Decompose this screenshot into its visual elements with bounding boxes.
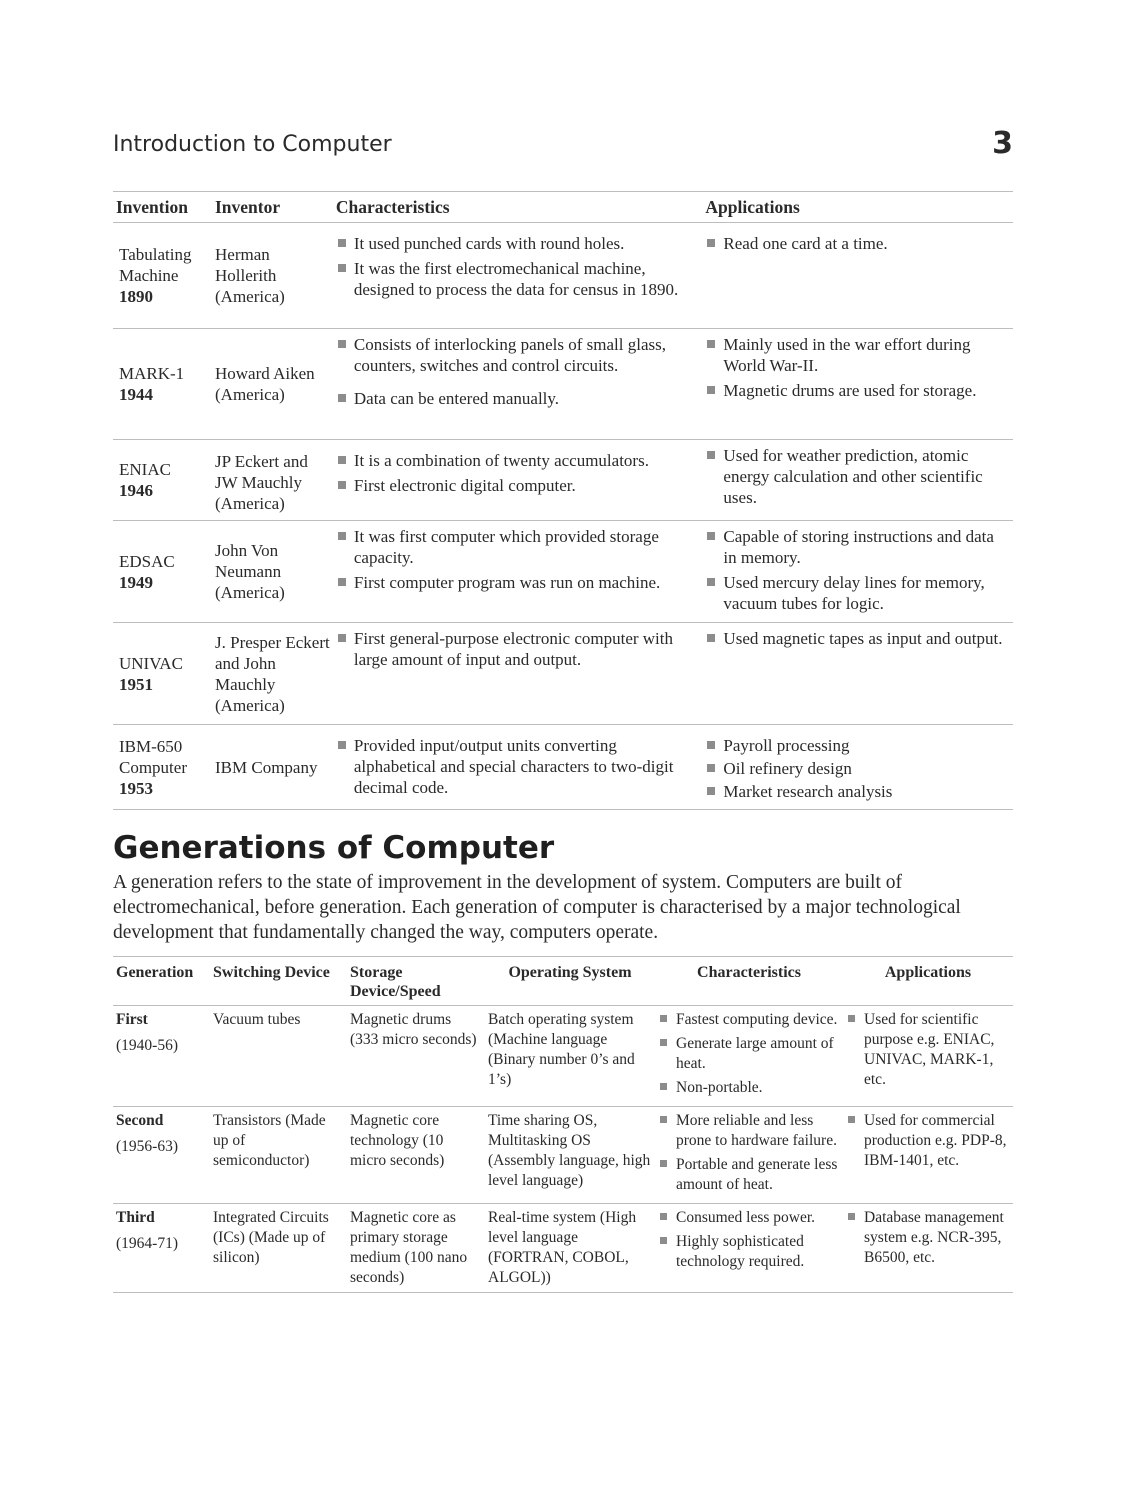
list-item: Consists of interlocking panels of small glass, counters, switches and control circuits. xyxy=(336,334,700,376)
applications-cell xyxy=(702,623,1013,725)
inventor-cell: Howard Aiken (America) xyxy=(215,364,315,404)
table-row xyxy=(113,1006,1013,1107)
column-header: Operating System xyxy=(485,957,655,1006)
table-row xyxy=(113,623,1013,725)
os-cell: Batch operating system (Machine language (Binary number 0’s and 1’s) xyxy=(488,1011,635,1088)
list-item: Used for weather prediction, atomic energy calculation and other scientific uses. xyxy=(705,445,1010,508)
list-item: Database management system e.g. NCR-395, B6500, etc. xyxy=(846,1208,1010,1268)
list-item: Magnetic drums are used for storage. xyxy=(705,380,1010,401)
list-item: Provided input/output units converting alphabetical and special characters to two-digit decimal code. xyxy=(336,735,700,798)
list-item: Used for scientific purpose e.g. ENIAC, UNIVAC, MARK-1, etc. xyxy=(846,1010,1010,1090)
list-item: Highly sophisticated technology required. xyxy=(658,1232,840,1272)
inventor-cell: J. Presper Eckert and John Mauchly (America) xyxy=(215,632,330,715)
storage-cell: Magnetic core as primary storage medium (100 nano seconds) xyxy=(350,1209,468,1286)
list-item: It used punched cards with round holes. xyxy=(336,233,700,254)
page-number: 3 xyxy=(992,126,1013,161)
column-header: Switching Device xyxy=(210,957,347,1006)
invention-name: UNIVAC xyxy=(119,653,183,673)
invention-name: ENIAC xyxy=(119,460,171,479)
list-item: Oil refinery design xyxy=(705,758,1010,779)
invention-name: IBM-650 Computer xyxy=(119,736,187,777)
generation-name: First xyxy=(116,1011,148,1028)
invention-name: EDSAC xyxy=(119,551,175,571)
list-item: It is a combination of twenty accumulators. xyxy=(336,450,700,471)
list-item: Market research analysis xyxy=(705,781,1010,802)
invention-cell xyxy=(113,521,212,623)
characteristics-cell xyxy=(333,521,703,623)
applications-cell xyxy=(843,1006,1013,1107)
characteristics-cell xyxy=(333,223,703,329)
generations-table xyxy=(113,956,1013,1293)
table-row xyxy=(113,329,1013,440)
section-paragraph: A generation refers to the state of improvement in the development of system. Computers are built of electromechanical, before generation. Each generation of computer is characterised by a major technological development that fundamentally changed the way, computers operate. xyxy=(113,872,961,943)
switching-device-cell: Vacuum tubes xyxy=(213,1011,301,1028)
invention-cell xyxy=(113,440,212,521)
characteristics-cell xyxy=(655,1204,843,1293)
column-header: Storage Device/Speed xyxy=(347,957,485,1006)
invention-cell xyxy=(113,725,212,810)
column-header: Inventor xyxy=(212,192,333,223)
generation-cell xyxy=(113,1107,210,1204)
list-item: Used mercury delay lines for memory, vacuum tubes for logic. xyxy=(705,572,1010,614)
storage-cell: Magnetic drums (333 micro seconds) xyxy=(350,1011,477,1048)
switching-device-cell: Integrated Circuits (ICs) (Made up of silicon) xyxy=(213,1209,329,1266)
generation-years: (1956-63) xyxy=(116,1138,178,1155)
column-header: Applications xyxy=(702,192,1013,223)
column-header: Invention xyxy=(113,192,212,223)
generation-years: (1940-56) xyxy=(116,1037,178,1054)
table-row xyxy=(113,440,1013,521)
invention-cell xyxy=(113,223,212,329)
invention-name: MARK-1 xyxy=(119,364,185,383)
list-item: Capable of storing instructions and data in memory. xyxy=(705,526,1010,568)
generation-cell xyxy=(113,1006,210,1107)
invention-cell xyxy=(113,329,212,440)
characteristics-cell xyxy=(655,1006,843,1107)
list-item: Data can be entered manually. xyxy=(336,388,700,409)
inventor-cell: JP Eckert and JW Mauchly (America) xyxy=(215,451,308,513)
table-row xyxy=(113,223,1013,329)
invention-year: 1890 xyxy=(119,287,153,306)
list-item: First computer program was run on machine. xyxy=(336,572,700,593)
storage-cell: Magnetic core technology (10 micro seconds) xyxy=(350,1112,445,1169)
characteristics-cell xyxy=(333,440,703,521)
list-item: Mainly used in the war effort during World War-II. xyxy=(705,334,1010,376)
invention-year: 1946 xyxy=(119,481,153,500)
applications-cell xyxy=(702,725,1013,810)
invention-year: 1944 xyxy=(119,385,153,404)
list-item: Non-portable. xyxy=(658,1078,840,1098)
list-item: More reliable and less prone to hardware failure. xyxy=(658,1111,840,1151)
applications-cell xyxy=(702,440,1013,521)
applications-cell xyxy=(702,223,1013,329)
table-row xyxy=(113,725,1013,810)
inventor-cell: John Von Neumann (America) xyxy=(215,541,285,602)
column-header: Applications xyxy=(843,957,1013,1006)
switching-device-cell: Transistors (Made up of semiconductor) xyxy=(213,1112,326,1169)
table-row xyxy=(113,1204,1013,1293)
inventions-table xyxy=(113,191,1013,810)
os-cell: Time sharing OS, Multitasking OS (Assembly language, high level language) xyxy=(488,1112,651,1189)
characteristics-cell xyxy=(333,329,703,440)
list-item: Read one card at a time. xyxy=(705,233,1010,254)
running-head xyxy=(113,126,1013,166)
os-cell: Real-time system (High level language (FORTRAN, COBOL, ALGOL)) xyxy=(488,1209,637,1286)
applications-cell xyxy=(702,329,1013,440)
list-item: First general-purpose electronic computer with large amount of input and output. xyxy=(336,628,700,670)
list-item: Used magnetic tapes as input and output. xyxy=(705,628,1010,649)
list-item: Generate large amount of heat. xyxy=(658,1034,840,1074)
applications-cell xyxy=(843,1204,1013,1293)
generation-name: Third xyxy=(116,1209,155,1226)
inventor-cell: Herman Hollerith (America) xyxy=(215,245,285,306)
column-header: Characteristics xyxy=(333,192,703,223)
invention-year: 1951 xyxy=(119,674,153,694)
list-item: First electronic digital computer. xyxy=(336,475,700,496)
table-header-row xyxy=(113,957,1013,1006)
inventor-cell: IBM Company xyxy=(215,757,318,777)
list-item: It was the first electromechanical machine, designed to process the data for census in 1890. xyxy=(336,258,700,300)
generation-years: (1964-71) xyxy=(116,1235,178,1252)
list-item: Fastest computing device. xyxy=(658,1010,840,1030)
list-item: Portable and generate less amount of heat. xyxy=(658,1155,840,1195)
applications-cell xyxy=(702,521,1013,623)
column-header: Characteristics xyxy=(655,957,843,1006)
characteristics-cell xyxy=(333,623,703,725)
generation-name: Second xyxy=(116,1112,164,1129)
invention-year: 1949 xyxy=(119,572,153,592)
characteristics-cell xyxy=(333,725,703,810)
chapter-title: Introduction to Computer xyxy=(113,132,392,157)
table-header-row xyxy=(113,192,1013,223)
table-row xyxy=(113,521,1013,623)
list-item: Payroll processing xyxy=(705,735,1010,756)
table-row xyxy=(113,1107,1013,1204)
list-item: Consumed less power. xyxy=(658,1208,840,1228)
column-header: Generation xyxy=(113,957,210,1006)
characteristics-cell xyxy=(655,1107,843,1204)
list-item: Used for commercial production e.g. PDP-8, IBM-1401, etc. xyxy=(846,1111,1010,1171)
invention-cell xyxy=(113,623,212,725)
section-heading: Generations of Computer xyxy=(113,830,555,866)
invention-year: 1953 xyxy=(119,778,153,798)
generation-cell xyxy=(113,1204,210,1293)
invention-name: Tabulating Machine xyxy=(119,245,192,285)
list-item: It was first computer which provided storage capacity. xyxy=(336,526,700,568)
applications-cell xyxy=(843,1107,1013,1204)
